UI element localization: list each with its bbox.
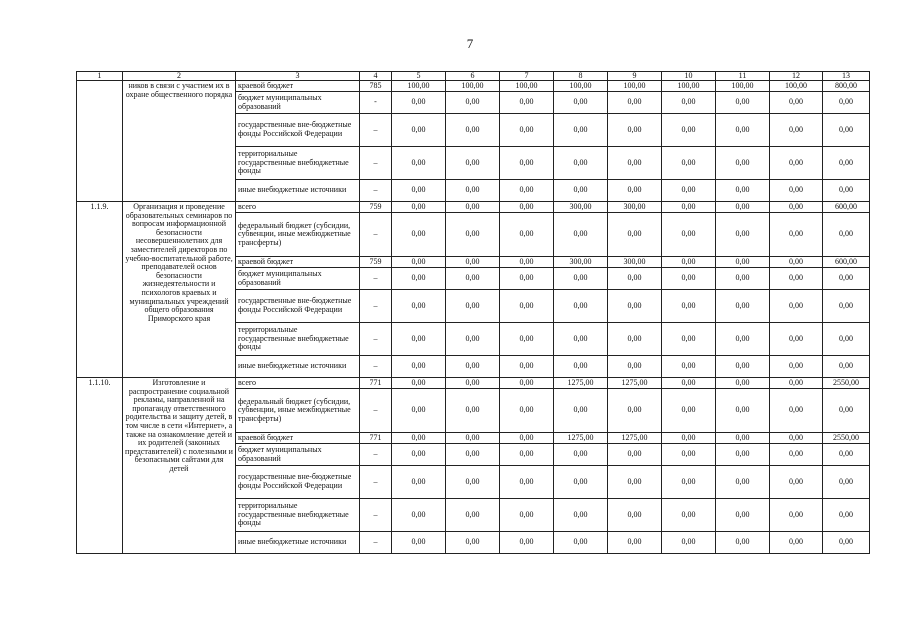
amount-cell: 0,00 [392,257,446,268]
funding-source: государственные вне-бюджетные фонды Российской Федерации [236,114,360,147]
amount-cell: 0,00 [770,213,823,257]
amount-cell: 0,00 [446,378,500,389]
budget-code-cell: – [360,114,392,147]
funding-source: территориальные государственные внебюджетные фонды [236,499,360,532]
budget-code-cell: 759 [360,202,392,213]
amount-cell: 0,00 [554,92,608,114]
amount-cell: 0,00 [823,92,870,114]
amount-cell: 0,00 [608,499,662,532]
amount-cell: 0,00 [608,389,662,433]
budget-code-cell: 785 [360,81,392,92]
amount-cell: 0,00 [662,202,716,213]
amount-cell: 0,00 [770,499,823,532]
table-row [77,378,870,389]
amount-cell: 0,00 [770,114,823,147]
amount-cell: 0,00 [716,389,770,433]
amount-cell: 0,00 [716,466,770,499]
funding-source: иные внебюджетные источники [236,356,360,378]
amount-cell: 0,00 [392,532,446,554]
amount-cell: 0,00 [446,257,500,268]
amount-cell: 0,00 [446,147,500,180]
amount-cell: 0,00 [716,180,770,202]
amount-cell: 0,00 [716,213,770,257]
amount-cell: 0,00 [554,532,608,554]
amount-cell: 0,00 [823,444,870,466]
budget-code-cell: 771 [360,433,392,444]
budget-code-cell: – [360,466,392,499]
amount-cell: 0,00 [446,268,500,290]
amount-cell: 0,00 [662,532,716,554]
amount-cell: 0,00 [770,444,823,466]
budget-code-cell: – [360,389,392,433]
amount-cell: 0,00 [608,356,662,378]
funding-source: бюджет муниципальных образований [236,268,360,290]
amount-cell: 0,00 [500,323,554,356]
column-number: 4 [360,72,392,81]
amount-cell: 0,00 [716,114,770,147]
budget-code-cell: – [360,290,392,323]
amount-cell: 0,00 [716,532,770,554]
amount-cell: 0,00 [716,433,770,444]
amount-cell: 0,00 [770,532,823,554]
amount-cell: 0,00 [446,444,500,466]
budget-code-cell: – [360,444,392,466]
amount-cell: 0,00 [823,147,870,180]
amount-cell: 100,00 [608,81,662,92]
amount-cell: 0,00 [392,323,446,356]
amount-cell: 0,00 [662,213,716,257]
amount-cell: 0,00 [770,290,823,323]
amount-cell: 100,00 [662,81,716,92]
funding-source: территориальные государственные внебюджетные фонды [236,147,360,180]
budget-code-cell: – [360,268,392,290]
amount-cell: 0,00 [392,444,446,466]
amount-cell: 0,00 [716,356,770,378]
amount-cell: 0,00 [500,433,554,444]
amount-cell: 0,00 [392,213,446,257]
budget-code-cell: – [360,499,392,532]
amount-cell: 0,00 [554,323,608,356]
amount-cell: 0,00 [608,323,662,356]
amount-cell: 300,00 [608,257,662,268]
amount-cell: 0,00 [554,389,608,433]
funding-source: бюджет муниципальных образований [236,92,360,114]
amount-cell: 0,00 [392,114,446,147]
amount-cell: 0,00 [823,180,870,202]
amount-cell: 0,00 [500,257,554,268]
funding-source: краевой бюджет [236,81,360,92]
amount-cell: 0,00 [500,202,554,213]
amount-cell: 0,00 [662,433,716,444]
column-number: 10 [662,72,716,81]
measure-code: 1.1.10. [77,378,123,554]
amount-cell: 0,00 [500,114,554,147]
amount-cell: 0,00 [662,356,716,378]
column-number: 6 [446,72,500,81]
amount-cell: 0,00 [662,290,716,323]
amount-cell: 0,00 [554,444,608,466]
budget-code-cell: - [360,92,392,114]
amount-cell: 0,00 [608,180,662,202]
budget-table [76,71,870,554]
column-number: 8 [554,72,608,81]
amount-cell: 0,00 [392,433,446,444]
amount-cell: 0,00 [662,257,716,268]
column-number: 1 [77,72,123,81]
column-number: 9 [608,72,662,81]
amount-cell: 0,00 [662,323,716,356]
amount-cell: 0,00 [500,466,554,499]
budget-code-cell: – [360,532,392,554]
amount-cell: 0,00 [500,499,554,532]
amount-cell: 800,00 [823,81,870,92]
amount-cell: 0,00 [662,444,716,466]
amount-cell: 0,00 [823,114,870,147]
amount-cell: 0,00 [446,213,500,257]
column-number: 3 [236,72,360,81]
amount-cell: 0,00 [716,290,770,323]
amount-cell: 0,00 [392,290,446,323]
amount-cell: 0,00 [392,202,446,213]
funding-source: краевой бюджет [236,433,360,444]
amount-cell: 0,00 [770,433,823,444]
funding-source: иные внебюджетные источники [236,532,360,554]
measure-code [77,81,123,202]
amount-cell: 0,00 [770,180,823,202]
amount-cell: 0,00 [608,466,662,499]
amount-cell: 0,00 [392,389,446,433]
amount-cell: 0,00 [662,114,716,147]
amount-cell: 100,00 [392,81,446,92]
funding-source: территориальные государственные внебюджетные фонды [236,323,360,356]
amount-cell: 0,00 [500,532,554,554]
amount-cell: 0,00 [446,499,500,532]
amount-cell: 0,00 [608,290,662,323]
amount-cell: 0,00 [770,378,823,389]
amount-cell: 0,00 [770,257,823,268]
amount-cell: 0,00 [716,323,770,356]
amount-cell: 0,00 [823,389,870,433]
amount-cell: 100,00 [446,81,500,92]
amount-cell: 0,00 [446,466,500,499]
amount-cell: 0,00 [446,290,500,323]
amount-cell: 0,00 [823,290,870,323]
amount-cell: 0,00 [716,257,770,268]
amount-cell: 1275,00 [554,433,608,444]
table-row [77,81,870,92]
column-number: 11 [716,72,770,81]
amount-cell: 0,00 [554,147,608,180]
budget-code-cell: 759 [360,257,392,268]
page-number: 7 [466,36,474,51]
amount-cell: 0,00 [823,499,870,532]
amount-cell: 0,00 [608,532,662,554]
funding-source: федеральный бюджет (субсидии, субвенции, иные межбюджетные трансферты) [236,389,360,433]
table-body [77,72,870,554]
amount-cell: 300,00 [554,257,608,268]
column-number: 13 [823,72,870,81]
amount-cell: 0,00 [770,356,823,378]
amount-cell: 0,00 [500,290,554,323]
amount-cell: 100,00 [554,81,608,92]
amount-cell: 0,00 [446,389,500,433]
amount-cell: 0,00 [392,147,446,180]
amount-cell: 0,00 [500,268,554,290]
amount-cell: 0,00 [446,356,500,378]
amount-cell: 0,00 [716,147,770,180]
amount-cell: 0,00 [446,532,500,554]
amount-cell: 0,00 [500,147,554,180]
amount-cell: 0,00 [608,444,662,466]
amount-cell: 0,00 [554,466,608,499]
amount-cell: 0,00 [716,378,770,389]
amount-cell: 0,00 [554,499,608,532]
column-number: 12 [770,72,823,81]
amount-cell: 100,00 [770,81,823,92]
budget-code-cell: 771 [360,378,392,389]
amount-cell: 0,00 [662,180,716,202]
amount-cell: 100,00 [716,81,770,92]
budget-code-cell: – [360,147,392,180]
amount-cell: 0,00 [823,356,870,378]
column-number: 5 [392,72,446,81]
amount-cell: 0,00 [608,114,662,147]
funding-source: иные внебюджетные источники [236,180,360,202]
funding-source: государственные вне-бюджетные фонды Российской Федерации [236,290,360,323]
amount-cell: 0,00 [716,202,770,213]
funding-source: бюджет муниципальных образований [236,444,360,466]
amount-cell: 0,00 [662,147,716,180]
amount-cell: 0,00 [716,444,770,466]
amount-cell: 0,00 [716,92,770,114]
table-row [77,202,870,213]
column-number: 2 [123,72,236,81]
amount-cell: 0,00 [446,323,500,356]
amount-cell: 0,00 [392,268,446,290]
amount-cell: 0,00 [823,268,870,290]
budget-code-cell: – [360,180,392,202]
amount-cell: 0,00 [500,180,554,202]
amount-cell: 0,00 [392,180,446,202]
amount-cell: 0,00 [608,92,662,114]
amount-cell: 0,00 [392,378,446,389]
amount-cell: 0,00 [823,323,870,356]
amount-cell: 0,00 [770,92,823,114]
amount-cell: 1275,00 [608,433,662,444]
amount-cell: 300,00 [608,202,662,213]
funding-source: федеральный бюджет (субсидии, субвенции, иные межбюджетные трансферты) [236,213,360,257]
amount-cell: 0,00 [500,213,554,257]
amount-cell: 1275,00 [608,378,662,389]
amount-cell: 0,00 [446,202,500,213]
funding-source: государственные вне-бюджетные фонды Российской Федерации [236,466,360,499]
amount-cell: 0,00 [500,444,554,466]
amount-cell: 0,00 [770,268,823,290]
amount-cell: 0,00 [554,213,608,257]
amount-cell: 0,00 [662,466,716,499]
amount-cell: 0,00 [608,213,662,257]
measure-name: ников в связи с участием их в охране общественного порядка [123,81,236,202]
column-number: 7 [500,72,554,81]
amount-cell: 600,00 [823,257,870,268]
amount-cell: 0,00 [608,268,662,290]
amount-cell: 0,00 [823,466,870,499]
amount-cell: 0,00 [446,114,500,147]
amount-cell: 0,00 [608,147,662,180]
amount-cell: 0,00 [500,92,554,114]
amount-cell: 0,00 [554,268,608,290]
amount-cell: 0,00 [662,499,716,532]
budget-code-cell: – [360,323,392,356]
amount-cell: 0,00 [823,213,870,257]
amount-cell: 0,00 [662,92,716,114]
amount-cell: 0,00 [554,180,608,202]
amount-cell: 0,00 [392,466,446,499]
amount-cell: 0,00 [716,268,770,290]
funding-source: всего [236,378,360,389]
amount-cell: 0,00 [770,147,823,180]
amount-cell: 600,00 [823,202,870,213]
amount-cell: 0,00 [716,499,770,532]
amount-cell: 0,00 [770,389,823,433]
amount-cell: 0,00 [662,389,716,433]
amount-cell: 2550,00 [823,433,870,444]
amount-cell: 300,00 [554,202,608,213]
funding-source: краевой бюджет [236,257,360,268]
measure-name: Изготовление и распространение социальной рекламы, направленной на пропаганду ответственного родительства и защиту детей, в том числе в сети «Интернет», а также на ознакомление детей и их родителей (законных представителей) с полезными и безопасными сайтами для детей [123,378,236,554]
amount-cell: 0,00 [446,92,500,114]
amount-cell: 0,00 [662,378,716,389]
amount-cell: 0,00 [662,268,716,290]
column-number-row [77,72,870,81]
amount-cell: 0,00 [823,532,870,554]
amount-cell: 0,00 [554,114,608,147]
measure-code: 1.1.9. [77,202,123,378]
budget-code-cell: – [360,356,392,378]
amount-cell: 1275,00 [554,378,608,389]
amount-cell: 0,00 [500,389,554,433]
amount-cell: 0,00 [770,466,823,499]
amount-cell: 0,00 [554,356,608,378]
amount-cell: 0,00 [554,290,608,323]
amount-cell: 0,00 [770,202,823,213]
funding-source: всего [236,202,360,213]
amount-cell: 0,00 [392,356,446,378]
amount-cell: 0,00 [446,433,500,444]
budget-code-cell: – [360,213,392,257]
amount-cell: 100,00 [500,81,554,92]
amount-cell: 0,00 [770,323,823,356]
amount-cell: 2550,00 [823,378,870,389]
amount-cell: 0,00 [392,499,446,532]
amount-cell: 0,00 [500,378,554,389]
amount-cell: 0,00 [500,356,554,378]
amount-cell: 0,00 [446,180,500,202]
measure-name: Организация и проведение образовательных семинаров по вопросам информационной безопасности несовершеннолетних для заместителей директоров по учебно-воспитательной работе, преподавателей основ безопасности жизнедеятельности и психологов краевых и муниципальных учреждений общего образования Приморского края [123,202,236,378]
amount-cell: 0,00 [392,92,446,114]
